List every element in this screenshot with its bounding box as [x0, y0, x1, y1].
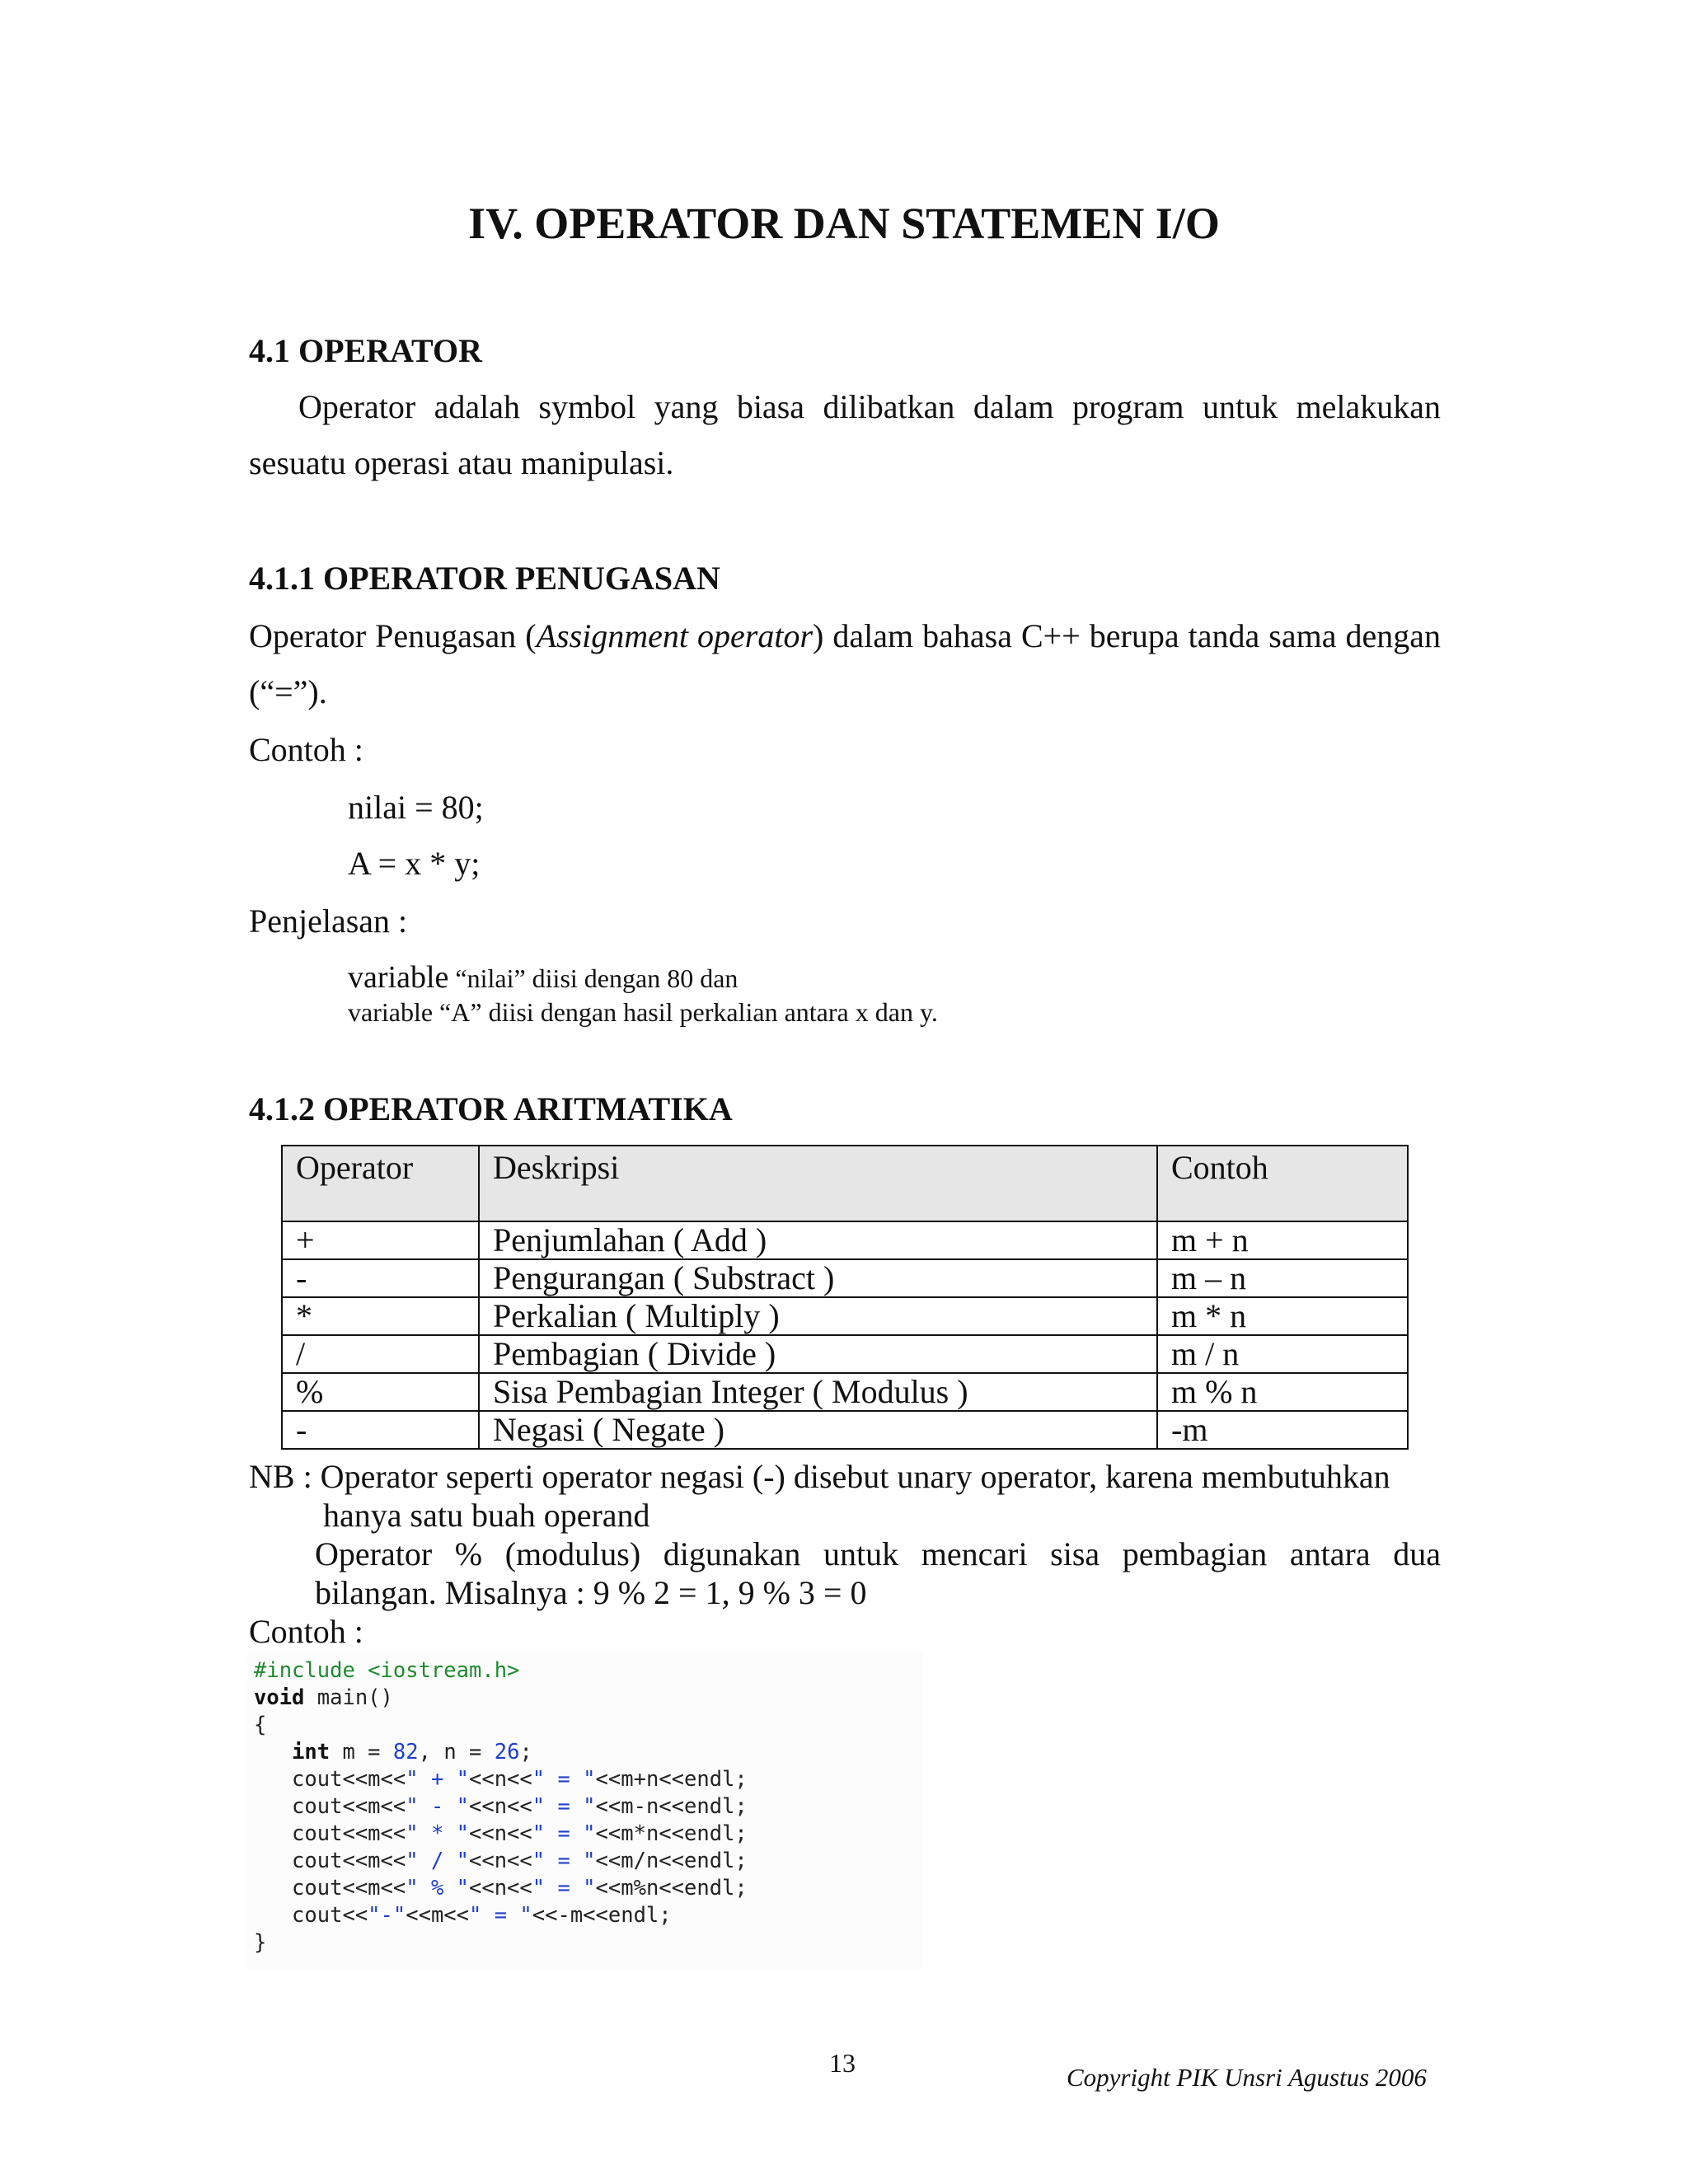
code-text: m = [330, 1740, 393, 1765]
section-4-1-1-heading: 4.1.1 OPERATOR PENUGASAN [249, 560, 720, 597]
code-line [254, 1902, 672, 1929]
table-header-row [282, 1146, 1408, 1221]
explanation-line-2: variable “A” diisi dengan hasil perkalian antara x dan y. [348, 997, 938, 1027]
cell-contoh: -m [1157, 1411, 1408, 1449]
cell-operator: / [282, 1335, 479, 1373]
code-string: " = " [532, 1876, 596, 1900]
code-string: " = " [469, 1903, 532, 1928]
code-line [254, 1848, 748, 1875]
code-text: , n = [418, 1740, 495, 1765]
code-example [247, 1652, 923, 1970]
cell-operator: * [282, 1297, 479, 1335]
header-deskripsi: Deskripsi [479, 1146, 1157, 1221]
explanation-line-1 [348, 959, 738, 996]
cell-operator: + [282, 1221, 479, 1259]
code-text: ; [519, 1740, 532, 1765]
code-number: 26 [494, 1740, 520, 1765]
nb-line-1: NB : Operator seperti operator negasi (-) disebut unary operator, karena membutuhkan [249, 1458, 1390, 1495]
code-text: cout<<m<< [254, 1821, 406, 1846]
code-keyword: int [292, 1740, 331, 1765]
explanation-variable-word: variable [348, 960, 449, 995]
cell-deskripsi: Pengurangan ( Substract ) [479, 1259, 1157, 1297]
code-text: <<m%n<<endl; [595, 1876, 748, 1900]
code-string: " * " [406, 1821, 469, 1846]
code-text: <<m<< [406, 1903, 469, 1928]
code-text: <<n<< [469, 1821, 532, 1846]
code-text: <<m+n<<endl; [595, 1767, 748, 1792]
code-text: <<m*n<<endl; [595, 1821, 748, 1846]
code-line: } [254, 1930, 267, 1955]
code-text: <<n<< [469, 1849, 532, 1873]
assignment-description-line2: (“=”). [249, 673, 327, 710]
code-string: " = " [532, 1821, 596, 1846]
code-line [254, 1821, 748, 1848]
cell-contoh: m * n [1157, 1297, 1408, 1335]
code-string: " / " [406, 1849, 469, 1873]
assignment-description-line1 [249, 616, 1441, 655]
arithmetic-operator-table [281, 1145, 1409, 1450]
table-row [282, 1297, 1408, 1335]
cell-operator: - [282, 1411, 479, 1449]
cell-operator: - [282, 1259, 479, 1297]
page-number: 13 [829, 2048, 856, 2078]
table-row [282, 1373, 1408, 1411]
nb-line-2: hanya satu buah operand [323, 1497, 650, 1534]
code-line: #include <iostream.h> [254, 1658, 520, 1683]
table-row [282, 1221, 1408, 1259]
code-text: <<m/n<<endl; [595, 1849, 748, 1873]
example-line-1: nilai = 80; [348, 789, 484, 826]
code-line [254, 1766, 748, 1793]
nb-line-4: bilangan. Misalnya : 9 % 2 = 1, 9 % 3 = 0 [315, 1574, 867, 1611]
code-string: " - " [406, 1794, 469, 1819]
code-string: " = " [532, 1794, 596, 1819]
code-line: { [254, 1713, 267, 1737]
section-4-1-para-line2: sesuatu operasi atau manipulasi. [249, 444, 674, 481]
table-row [282, 1411, 1408, 1449]
page-title: IV. OPERATOR DAN STATEMEN I/O [468, 199, 1220, 248]
contoh-label-1: Contoh : [249, 731, 363, 768]
cell-deskripsi: Negasi ( Negate ) [479, 1411, 1157, 1449]
explanation-line-1-rest: “nilai” diisi dengan 80 dan [448, 963, 738, 993]
code-number: 82 [392, 1740, 419, 1765]
table-row [282, 1335, 1408, 1373]
code-text: <<n<< [469, 1794, 532, 1819]
cell-deskripsi: Pembagian ( Divide ) [479, 1335, 1157, 1373]
code-string: "-" [368, 1903, 406, 1928]
section-4-1-heading: 4.1 OPERATOR [249, 332, 482, 369]
code-line [254, 1793, 748, 1821]
code-string: " + " [406, 1767, 469, 1792]
contoh-label-2: Contoh : [249, 1613, 363, 1650]
section-4-1-2-heading: 4.1.2 OPERATOR ARITMATIKA [249, 1090, 733, 1127]
code-text: cout<< [254, 1903, 368, 1928]
code-string: " = " [532, 1767, 596, 1792]
code-indent [254, 1740, 292, 1765]
cell-contoh: m – n [1157, 1259, 1408, 1297]
code-text: <<n<< [469, 1767, 532, 1792]
code-text: main() [304, 1685, 393, 1710]
code-line [254, 1739, 532, 1766]
code-text: cout<<m<< [254, 1876, 406, 1900]
code-string: " = " [532, 1849, 596, 1873]
penjelasan-label: Penjelasan : [249, 902, 408, 940]
code-text: <<-m<<endl; [532, 1903, 672, 1928]
code-string: " % " [406, 1876, 469, 1900]
copyright-notice: Copyright PIK Unsri Agustus 2006 [1067, 2063, 1427, 2092]
header-operator: Operator [282, 1146, 479, 1221]
cell-contoh: m % n [1157, 1373, 1408, 1411]
assignment-text-italic: Assignment operator [536, 617, 814, 654]
code-text: cout<<m<< [254, 1794, 406, 1819]
code-text: cout<<m<< [254, 1767, 406, 1792]
header-contoh: Contoh [1157, 1146, 1408, 1221]
cell-contoh: m + n [1157, 1221, 1408, 1259]
nb-line-3: Operator % (modulus) digunakan untuk mencari sisa pembagian antara dua [315, 1535, 1441, 1572]
cell-deskripsi: Sisa Pembagian Integer ( Modulus ) [479, 1373, 1157, 1411]
section-4-1-para-line1: Operator adalah symbol yang biasa dilibatkan dalam program untuk melakukan [298, 388, 1441, 425]
code-text: cout<<m<< [254, 1849, 406, 1873]
code-line [254, 1875, 748, 1902]
code-text: <<m-n<<endl; [595, 1794, 748, 1819]
cell-contoh: m / n [1157, 1335, 1408, 1373]
cell-deskripsi: Penjumlahan ( Add ) [479, 1221, 1157, 1259]
assignment-text-pre: Operator Penugasan ( [249, 617, 537, 654]
cell-deskripsi: Perkalian ( Multiply ) [479, 1297, 1157, 1335]
cell-operator: % [282, 1373, 479, 1411]
table-row [282, 1259, 1408, 1297]
code-text: <<n<< [469, 1876, 532, 1900]
code-keyword: void [254, 1685, 305, 1710]
code-line [254, 1685, 393, 1712]
example-line-2: A = x * y; [348, 845, 481, 882]
assignment-text-post: ) dalam bahasa C++ berupa tanda sama dengan [813, 617, 1442, 654]
